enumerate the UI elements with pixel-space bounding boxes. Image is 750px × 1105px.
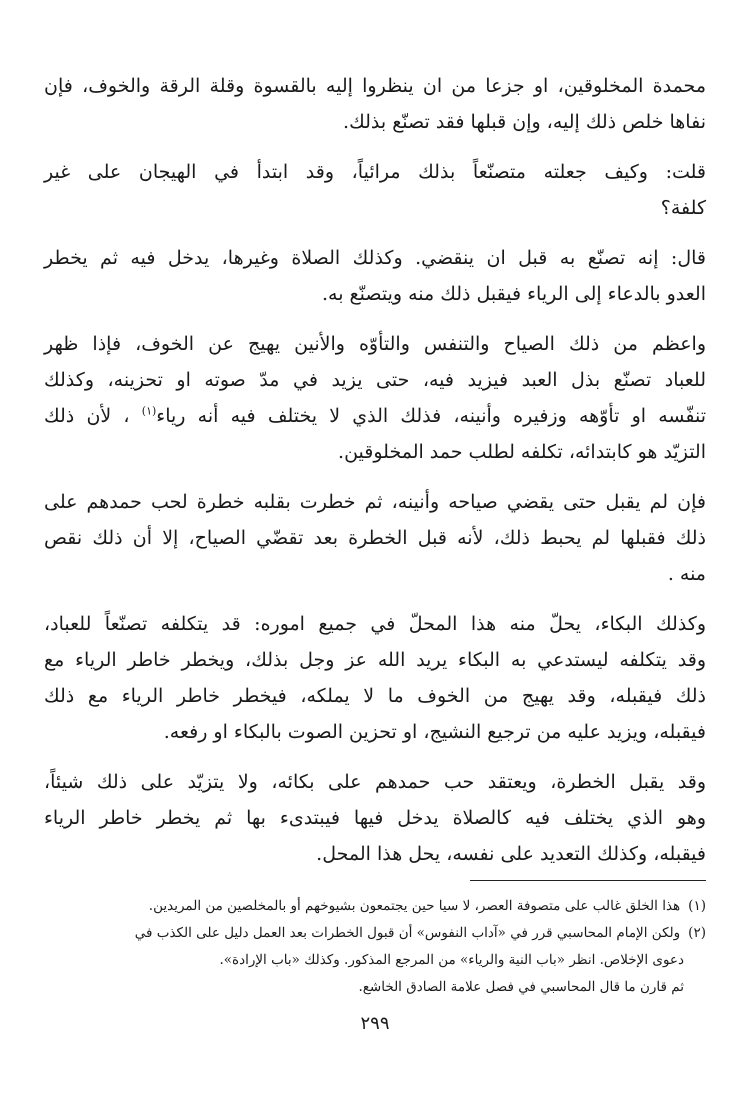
text-line: التزيّد هو كابتدائه، تكلفه لطلب حمد المخلوقين. [338,441,706,463]
footnote-text: دعوى الإخلاص. انظر «باب النية والرياء» من المرجع المذكور. وكذلك «باب الإرادة». [219,952,684,968]
text-line: محمدة المخلوقين، او جزعا من ان ينظروا إليه بالقسوة وقلة الرقة والخوف، فإن [44,75,706,97]
footnote-2 [44,920,706,1001]
footnote-reference: (١) [141,404,157,418]
page-number: ٢٩٩ [360,1013,390,1034]
text-line: فيقبله، ويزيد عليه من ترجيع النشيج، او تحزين الصوت بالبكاء او رفعه. [163,721,706,743]
footnote-text: ولكن الإمام المحاسبي قرر في «آداب النفوس» أن قبول الخطرات بعد العمل دليل على الكذب في [134,925,681,941]
text-line: العدو بالدعاء إلى الرياء فيقبل ذلك منه ويتصنّع به. [321,283,706,305]
text-line: قلت: وكيف جعلته متصنّعاً بذلك مرائياً، وقد ابتدأ في الهيجان على غير [44,161,706,183]
text-line: فإن لم يقبل حتى يقضي صياحه وأنينه، ثم خطرت بقلبه خطرة لحب حمدهم على [44,491,706,513]
text-line: ذلك فقبلها لم يحبط ذلك، لأنه قبل الخطرة بعد تقضّي الصياح، إلا أن ذلك نقص [44,527,706,549]
text-line: منه . [667,563,706,585]
paragraph-2 [44,154,706,226]
text-line: وكذلك البكاء، يحلّ منه هذا المحلّ في جميع اموره: قد يتكلفه تصنّعاً للعباد، [44,613,706,635]
text-line: فيقبله، وكذلك التعديد على نفسه، يحل هذا المحل. [316,843,706,865]
page-body [44,68,706,886]
paragraph-1 [44,68,706,140]
footnote-divider [470,880,706,881]
footnote-number: (١) [688,898,706,914]
text-line-with-footnote [44,398,706,434]
text-line: وهو الذي يختلف فيه كالصلاة يدخل فيها فيبتدىء بها ثم يخطر خاطر الرياء [44,807,706,829]
text-line: قال: إنه تصنّع به قبل ان ينقضي. وكذلك الصلاة وغيرها، يدخل فيه ثم يخطر [44,247,706,269]
text-line: كلفة؟ [660,197,706,219]
text-line: واعظم من ذلك الصياح والتنفس والتأوّه والأنين يهيج عن الخوف، فإذا ظهر [44,333,706,355]
paragraph-4 [44,326,706,470]
footnote-text: هذا الخلق غالب على متصوفة العصر، لا سيا حين يجتمعون بشيوخهم أو بالمخلصين من المريدين. [148,898,681,914]
footnote-number: (٢) [688,925,706,941]
text-line: وقد يتكلفه ليستدعي به البكاء يريد الله عز وجل بذلك، ويخطر خاطر الرياء مع [44,649,706,671]
footnotes [44,893,706,1001]
footnote-text: ثم قارن ما قال المحاسبي في فصل علامة الصادق الخاشع. [358,979,684,995]
text-segment: تنفّسه او تأوّهه وزفيره وأنينه، فذلك الذي لا يختلف فيه أنه رياء [156,405,707,427]
paragraph-7 [44,764,706,872]
text-line: وقد يقبل الخطرة، ويعتقد حب حمدهم على بكائه، ولا يتزيّد على ذلك شيئاً، [44,771,706,793]
paragraph-6 [44,606,706,750]
text-line: ذلك فيقبله، وقد يهيج من الخوف ما لا يملكه، فيخطر خاطر الرياء مع ذلك [44,685,706,707]
footnote-1 [44,893,706,920]
text-line: نفاها خلص ذلك إليه، وإن قبلها فقد تصنّع بذلك. [343,111,706,133]
text-segment: ، لأن ذلك [44,405,130,427]
paragraph-5 [44,484,706,592]
text-line: للعباد تصنّع بذل العبد فيزيد فيه، حتى يزيد في مدّ صوته او تحزينه، وكذلك [44,369,706,391]
paragraph-3 [44,240,706,312]
